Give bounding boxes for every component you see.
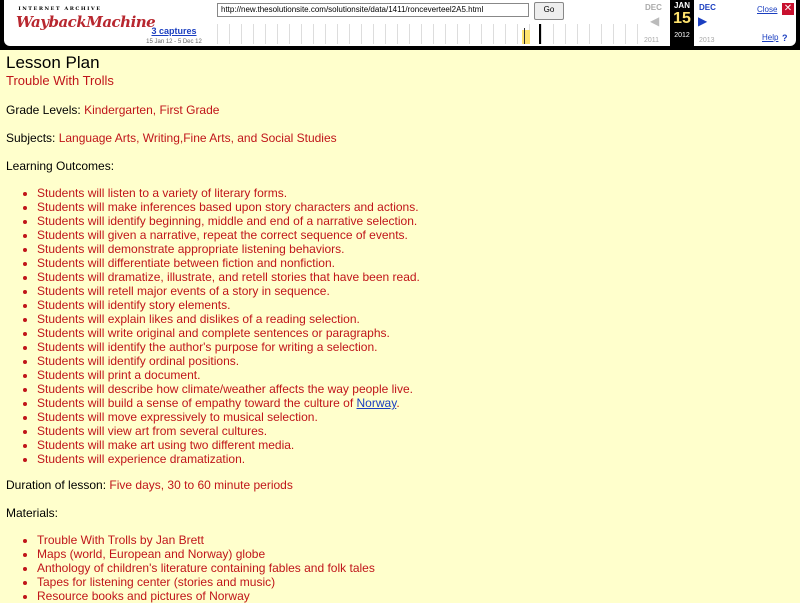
subjects-value: Language Arts, Writing,Fine Arts, and Social Studies (58, 131, 337, 145)
current-month: JAN (673, 1, 690, 10)
outcome-item: • Students will describe how climate/weather affects the way people live. (37, 382, 796, 396)
captures-range: 15 Jan 12 - 5 Dec 12 (146, 39, 202, 45)
prev-month[interactable]: DEC (645, 3, 662, 12)
url-input[interactable]: http://new.thesolutionsite.com/solutionsite/data/1411/ronceverteel2A5.html (217, 3, 529, 17)
wayback-toolbar-panel (4, 0, 796, 46)
next-year[interactable]: 2013 (699, 37, 715, 44)
wayback-logo[interactable] (16, 4, 156, 38)
norway-link[interactable]: Norway (356, 396, 397, 410)
material-item: • Resource books and pictures of Norway (37, 589, 796, 603)
materials-label: Materials: (6, 506, 59, 520)
outcome-item: • Students will dramatize, illustrate, and retell stories that have been read. (37, 270, 796, 284)
material-item: • Maps (world, European and Norway) globe (37, 547, 796, 561)
subjects-label: Subjects: (6, 131, 56, 145)
timeline-current-mark (539, 24, 541, 44)
materials-list (6, 533, 796, 603)
timeline-capture-mark (524, 28, 525, 44)
outcome-item: • Students will given a narrative, repeat the correct sequence of events. (37, 228, 796, 242)
material-item: • Trouble With Trolls by Jan Brett (37, 533, 796, 547)
current-day: 15 (673, 10, 691, 27)
outcome-item-norway (37, 396, 796, 410)
page-content (6, 50, 796, 603)
duration-value: Five days, 30 to 60 minute periods (109, 478, 293, 492)
outcome-item: • Students will view art from several cultures. (37, 424, 796, 438)
logo-main-text: WaybackMachine (16, 13, 156, 31)
wayback-toolbar (0, 0, 800, 50)
logo-top-text: INTERNET ARCHIVE (18, 6, 102, 12)
outcome-item: • Students will identify ordinal positions. (37, 354, 796, 368)
captures-info (136, 26, 212, 45)
outcome-item: • Students will listen to a variety of literary forms. (37, 186, 796, 200)
duration-label: Duration of lesson: (6, 478, 107, 492)
outcome-item: • Students will differentiate between fiction and nonfiction. (37, 256, 796, 270)
grade-levels (6, 103, 796, 118)
outcome-suffix: . (396, 396, 400, 410)
outcomes-list (6, 186, 796, 466)
go-button[interactable]: Go (534, 2, 564, 20)
outcome-item: • Students will print a document. (37, 368, 796, 382)
outcome-item: • Students will identify beginning, middle and end of a narrative selection. (37, 214, 796, 228)
outcome-text: Students will build a sense of empathy toward the culture of (37, 396, 357, 410)
current-capture-date (670, 0, 694, 46)
material-item: • Anthology of children's literature containing fables and folk tales (37, 561, 796, 575)
help-icon[interactable]: ? (782, 33, 788, 43)
duration (6, 478, 796, 493)
grade-value: Kindergarten, First Grade (84, 103, 220, 117)
outcome-item: • Students will retell major events of a story in sequence. (37, 284, 796, 298)
next-arrow-icon[interactable]: ▶ (698, 14, 708, 28)
outcome-item: • Students will make inferences based upon story characters and actions. (37, 200, 796, 214)
outcome-item: • Students will make art using two different media. (37, 438, 796, 452)
outcome-item: • Students will identify the author's purpose for writing a selection. (37, 340, 796, 354)
outcome-item: • Students will demonstrate appropriate listening behaviors. (37, 242, 796, 256)
prev-year[interactable]: 2011 (644, 37, 660, 44)
close-link[interactable]: Close (757, 5, 778, 14)
help-link[interactable]: Help (762, 33, 779, 42)
outcome-item: • Students will move expressively to musical selection. (37, 410, 796, 424)
outcome-item: • Students will explain likes and dislikes of a reading selection. (37, 312, 796, 326)
next-month[interactable]: DEC (699, 3, 716, 12)
page-title: Lesson Plan (6, 53, 100, 72)
grade-label: Grade Levels: (6, 103, 81, 117)
subjects (6, 131, 796, 146)
captures-link[interactable]: 3 captures (151, 26, 197, 36)
outcomes-label: Learning Outcomes: (6, 159, 115, 173)
material-item: • Tapes for listening center (stories and music) (37, 575, 796, 589)
current-year: 2012 (674, 32, 690, 39)
page-subtitle: Trouble With Trolls (6, 73, 114, 88)
prev-arrow-icon[interactable]: ◀ (650, 14, 660, 28)
outcome-item: • Students will write original and complete sentences or paragraphs. (37, 326, 796, 340)
close-icon[interactable]: ✕ (783, 3, 793, 14)
capture-timeline[interactable] (217, 24, 641, 44)
outcome-item: • Students will experience dramatization. (37, 452, 796, 466)
outcome-item: • Students will identify story elements. (37, 298, 796, 312)
